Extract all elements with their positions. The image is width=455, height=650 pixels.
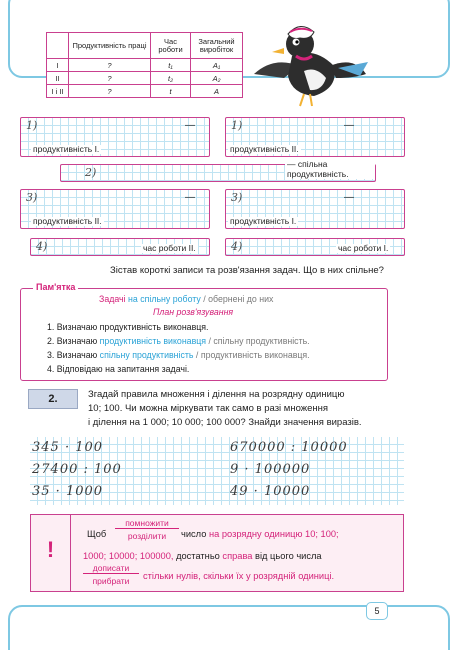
dash: — — [185, 120, 195, 131]
rule-line-2-a: 1000; 10000; 100000, — [83, 551, 177, 561]
solution-box[interactable] — [20, 117, 210, 157]
box-label: продуктивність ІІ. — [33, 215, 102, 226]
table-cell: t₂ — [151, 72, 191, 85]
rule-box — [30, 514, 404, 592]
magpie-illustration — [244, 16, 374, 110]
memo-step-3-c: / продуктивність виконавця. — [193, 350, 310, 360]
table-cell: ? — [69, 59, 151, 72]
step-number: 3) — [231, 191, 243, 204]
task-number-badge: 2. — [28, 389, 78, 409]
table-cell: І і ІІ — [47, 85, 69, 98]
table-header: Загальний виробіток — [191, 33, 243, 59]
memo-step-3-a: 3. Визначаю — [47, 350, 100, 360]
memo-step-4: 4. Відповідаю на запитання задачі. — [47, 364, 190, 374]
table-cell: A — [191, 85, 243, 98]
table-cell: A₁ — [191, 59, 243, 72]
rule-line-1 — [181, 529, 339, 539]
table-header: Час роботи — [151, 33, 191, 59]
solution-box[interactable] — [225, 189, 405, 229]
exclamation-icon: ! — [31, 515, 71, 591]
rule-line-1-a: число — [181, 529, 209, 539]
page-number: 5 — [366, 602, 388, 620]
data-table — [46, 32, 243, 98]
solution-box[interactable] — [30, 238, 210, 256]
table-row — [47, 72, 243, 85]
table-cell: t — [151, 85, 191, 98]
memo-step-1: 1. Визначаю продуктивність виконавця. — [47, 322, 209, 332]
task-text-line-2: 10; 100. Чи можна міркувати так само в разі множення — [88, 403, 329, 414]
memo-title: Пам'ятка — [33, 282, 78, 292]
memo-box — [20, 282, 388, 381]
table-header-row — [47, 33, 243, 59]
rule-line-2-b: достатньо — [176, 551, 223, 561]
rule-line-2-d: від цього числа — [252, 551, 322, 561]
box-label: час роботи ІІ. — [143, 242, 196, 253]
box-label: час роботи І. — [338, 242, 389, 253]
expression: 49 · 10000 — [230, 484, 311, 499]
memo-step-2-a: 2. Визначаю — [47, 336, 100, 346]
solution-box[interactable] — [60, 159, 376, 182]
expression: 670000 : 10000 — [230, 440, 348, 455]
step-number: 3) — [26, 191, 38, 204]
expression: 345 · 100 — [32, 440, 104, 455]
step-number: 4) — [231, 240, 243, 253]
memo-heading — [99, 294, 273, 304]
memo-heading-c: / обернені до них — [200, 294, 274, 304]
step-number: 1) — [231, 119, 243, 132]
solution-box[interactable] — [20, 189, 210, 229]
memo-heading-a: Задачі — [99, 294, 129, 304]
table-cell: ІІ — [47, 72, 69, 85]
box-label: продуктивність ІІ. — [230, 143, 299, 154]
table-row — [47, 59, 243, 72]
table-cell: ? — [69, 85, 151, 98]
rule-line-2 — [83, 551, 322, 561]
rule-line-2-c: справа — [222, 551, 253, 561]
table-cell: t₁ — [151, 59, 191, 72]
expression: 35 · 1000 — [32, 484, 104, 499]
rule-option-append: дописати — [83, 563, 139, 574]
box-label: — спільна продуктивність. — [285, 160, 375, 179]
rule-word-shchob: Щоб — [87, 529, 107, 539]
rule-line-1-b: на розрядну одиницю 10; 100; — [208, 529, 339, 539]
rule-line-3: стільки нулів, скільки їх у розрядній одиниці. — [143, 571, 335, 581]
memo-step-3-b: спільну продуктивність — [99, 350, 194, 360]
table-header: Продуктивність праці — [69, 33, 151, 59]
task-text-line-1: Згадай правила множення і ділення на розрядну одиницю — [88, 389, 345, 400]
memo-step-2-b: продуктивність виконавця — [99, 336, 207, 346]
memo-step-2 — [47, 336, 310, 346]
solution-box[interactable] — [225, 238, 405, 256]
table-cell: І — [47, 59, 69, 72]
memo-plan-title: План розв'язування — [153, 307, 234, 317]
step-number: 2) — [85, 166, 97, 179]
box-label: продуктивність І. — [230, 215, 297, 226]
solution-box[interactable] — [225, 117, 405, 157]
expression: 9 · 100000 — [230, 462, 311, 477]
expression: 27400 : 100 — [32, 462, 122, 477]
dash: — — [185, 192, 195, 203]
dash: — — [344, 192, 354, 203]
rule-option-remove: прибрати — [92, 576, 130, 586]
step-number: 4) — [36, 240, 48, 253]
table-cell: ? — [69, 72, 151, 85]
memo-step-2-c: / спільну продуктивність. — [206, 336, 310, 346]
rule-option-divide: розділити — [127, 531, 167, 541]
table-header — [47, 33, 69, 59]
table-row — [47, 85, 243, 98]
expressions-grid[interactable] — [30, 437, 404, 505]
task-text-line-3: і ділення на 1 000; 10 000; 100 000? Знайди значення виразів. — [88, 417, 362, 428]
memo-step-3 — [47, 350, 310, 360]
box-label: продуктивність І. — [33, 143, 100, 154]
step-number: 1) — [26, 119, 38, 132]
memo-heading-b: на спільну роботу — [128, 294, 201, 304]
compare-question: Зістав короткі записи та розв'язання задач. Що в них спільне? — [110, 265, 384, 276]
dash: — — [344, 120, 354, 131]
rule-option-multiply: помножити — [115, 518, 179, 529]
table-cell: A₂ — [191, 72, 243, 85]
